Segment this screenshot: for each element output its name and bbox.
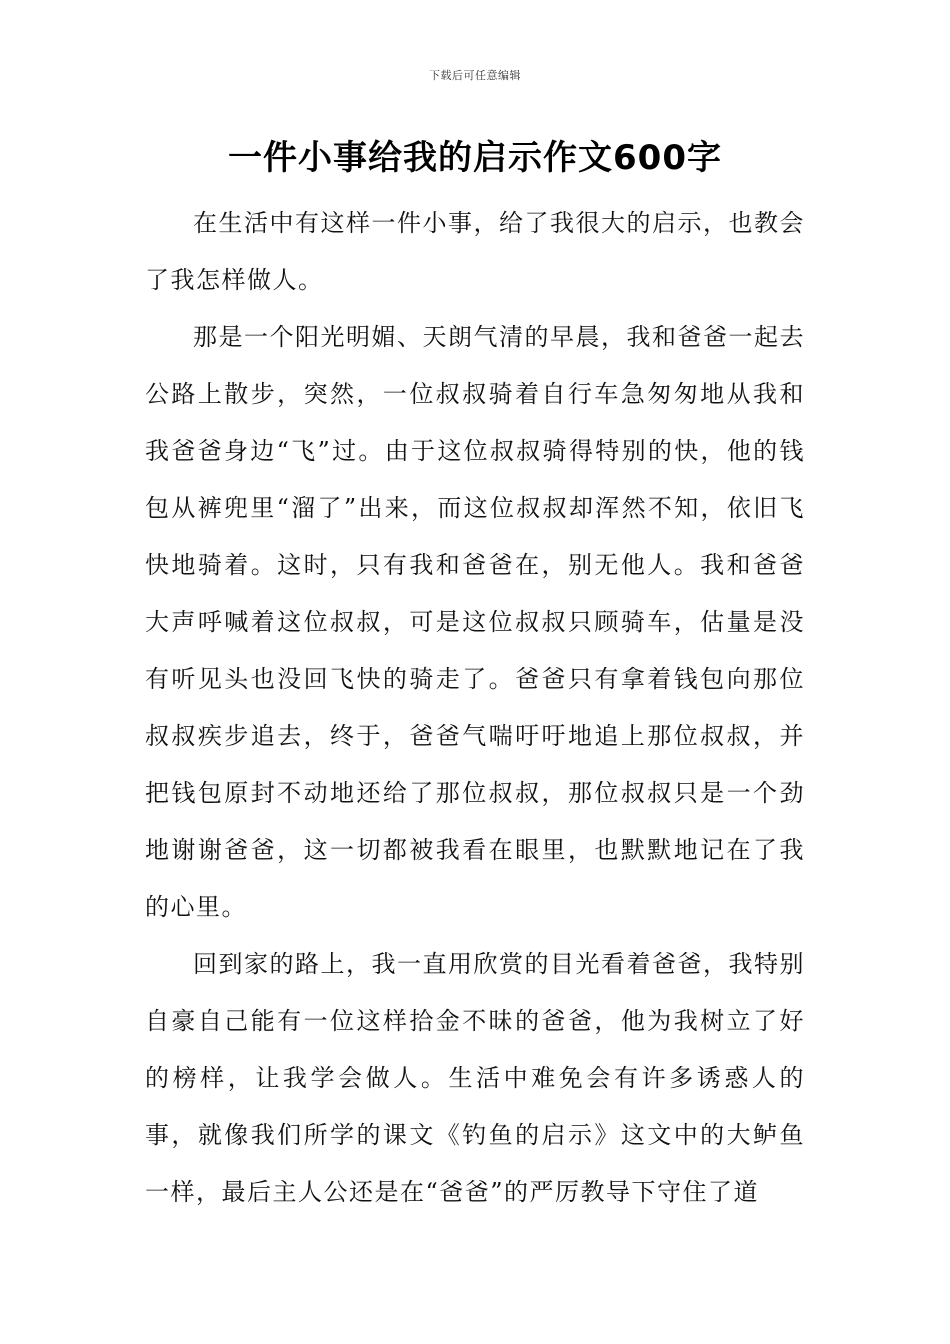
page-title: 一件小事给我的启示作文600字: [228, 138, 722, 178]
paragraph-2: 那是一个阳光明媚、天朗气清的早晨，我和爸爸一起去公路上散步，突然，一位叔叔骑着自行车急匆匆地从我和我爸爸身边“飞”过。由于这位叔叔骑得特别的快，他的钱包从裤兜里“溜了”出来，而这位叔叔却浑然不知，依旧飞快地骑着。这时，只有我和爸爸在，别无他人。我和爸爸大声呼喊着这位叔叔，可是这位叔叔只顾骑车，估量是没有听见头也没回飞快的骑走了。爸爸只有拿着钱包向那位叔叔疾步追去，终于，爸爸气喘吁吁地追上那位叔叔，并把钱包原封不动地还给了那位叔叔，那位叔叔只是一个劲地谢谢爸爸，这一切都被我看在眼里，也默默地记在了我的心里。: [145, 323, 805, 921]
article-body: [145, 195, 805, 1221]
header-note: 下载后可任意编辑: [429, 69, 521, 82]
paragraph-1: 在生活中有这样一件小事，给了我很大的启示，也教会了我怎样做人。: [145, 209, 805, 294]
paragraph-3: 回到家的路上，我一直用欣赏的目光看着爸爸，我特别自豪自己能有一位这样拾金不昧的爸爸，他为我树立了好的榜样，让我学会做人。生活中难免会有许多诱惑人的事，就像我们所学的课文《钓鱼的启示》这文中的大鲈鱼一样，最后主人公还是在“爸爸”的严厉教导下守住了道: [145, 950, 805, 1206]
